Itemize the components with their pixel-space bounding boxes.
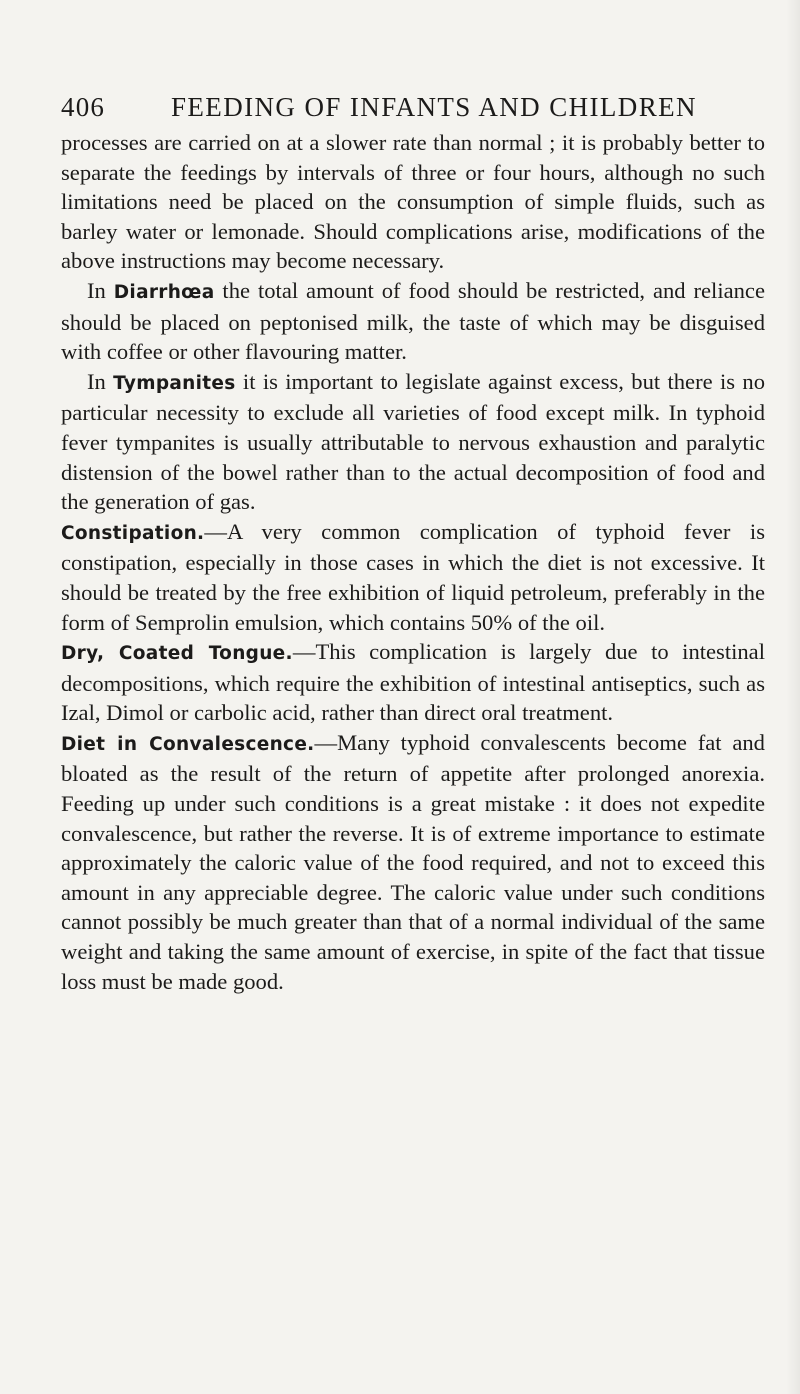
- paragraph-constipation: [61, 517, 765, 637]
- paragraph-tympanites: [61, 367, 765, 517]
- paragraph-continuation: [61, 128, 765, 276]
- paragraph-diarrhoea: [61, 276, 765, 367]
- paragraph-text: it is important to legislate against excess, but there is no particular necessity to exclude all varieties of food except milk. In typhoid fever tympanites is usually attributable to nervous exhaustion and paralytic distension of the bowel rather than to the actual decomposition of food and the generation of gas.: [61, 368, 765, 515]
- paragraph-text: —Many typhoid convalescents become fat and bloated as the result of the return of appetite after prolonged anorexia. Feeding up under such conditions is a great mistake : it does not expedite convalescence, but rather the reverse. It is of extreme importance to estimate approximately the caloric value of the food required, and not to exceed this amount in any appreciable degree. The caloric value under such conditions cannot possibly be much greater than that of a normal individual of the same weight and taking the same amount of exercise, in spite of the fact that tissue loss must be made good.: [61, 729, 765, 994]
- constipation-heading: Constipation.: [61, 522, 205, 544]
- dry-tongue-heading: Dry, Coated Tongue.: [61, 643, 293, 665]
- page-number: 406: [61, 92, 106, 122]
- page-edge-shadow: [786, 0, 800, 1394]
- paragraph-text: the total amount of food should be restricted, and reliance should be placed on peptonised milk, the taste of which may be disguised with coffee or other flavouring matter.: [61, 277, 765, 365]
- paragraph-text: —This complication is largely due to intestinal decompositions, which require the exhibition of intestinal antiseptics, such as Izal, Dimol or carbolic acid, rather than direct oral treatment.: [61, 639, 765, 726]
- book-page: [61, 90, 765, 996]
- diarrhoea-heading: In Diarrhœa: [87, 277, 215, 303]
- paragraph-convalescence: [61, 728, 765, 996]
- paragraph-dry-tongue: [61, 637, 765, 728]
- tympanites-heading: In Tympanites: [87, 368, 236, 394]
- paragraph-text: —A very common complication of typhoid fever is constipation, especially in those cases in which the diet is not excessive. It should be treated by the free exhibition of liquid petroleum, preferably in the form of Semprolin emulsion, which contains 50% of the oil.: [61, 518, 765, 635]
- convalescence-heading: Diet in Convalescence.: [61, 733, 315, 755]
- running-title: FEEDING OF INFANTS AND CHILDREN: [171, 92, 697, 122]
- body-text: [61, 128, 765, 996]
- paragraph-text: processes are carried on at a slower rate than normal ; it is probably better to separate the feedings by intervals of three or four hours, although no such limitations need be placed on the consumption of simple fluids, such as barley water or lemonade. Should complications arise, modifications of the above instructions may become necessary.: [61, 130, 765, 274]
- running-head: [61, 90, 765, 130]
